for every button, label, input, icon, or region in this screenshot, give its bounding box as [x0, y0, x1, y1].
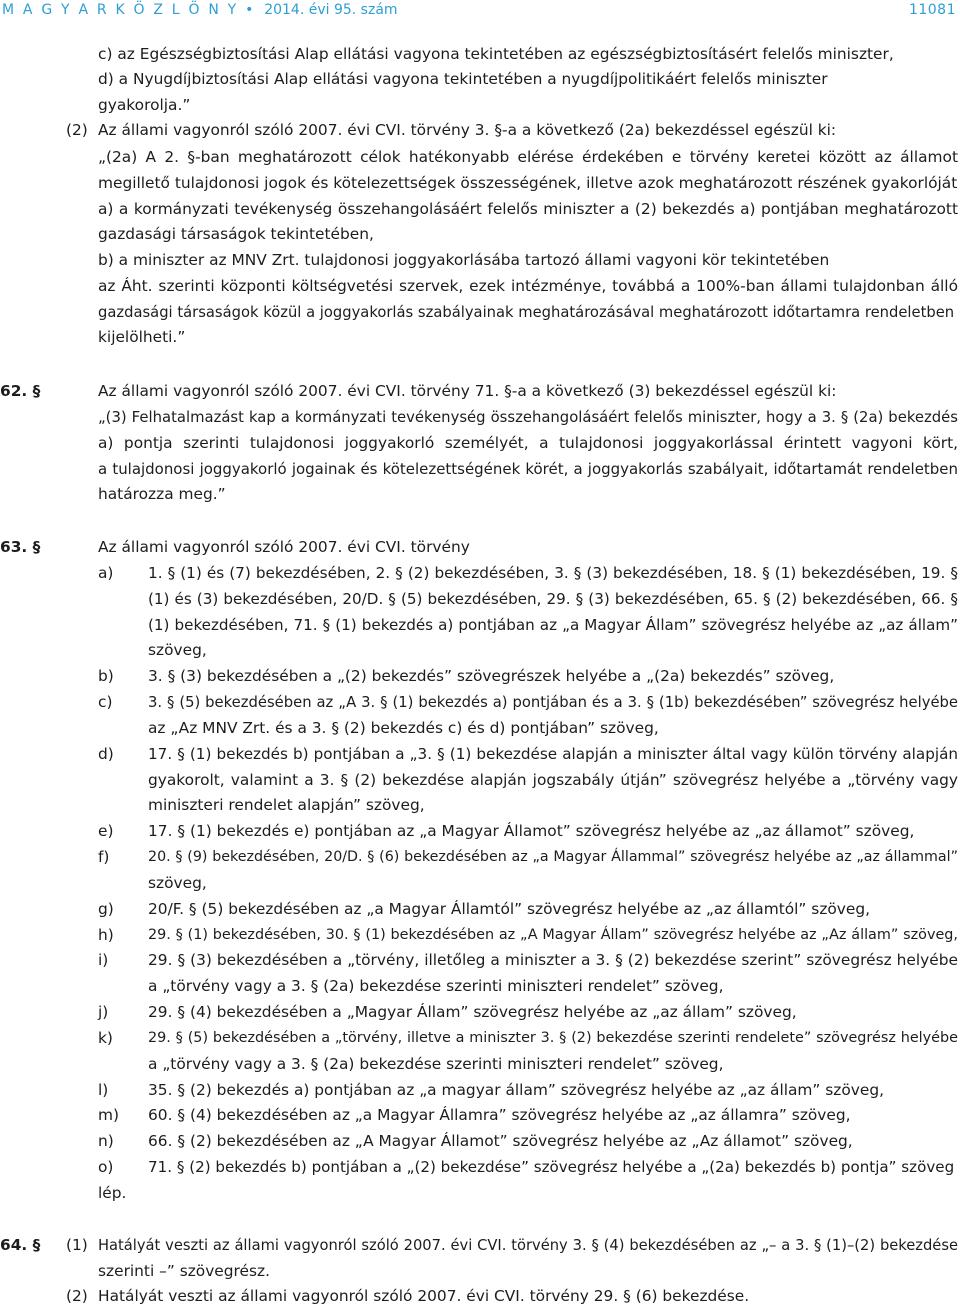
text-line: gyakorolja.”	[98, 96, 191, 114]
item-text-line: 29. § (4) bekezdésében a „Magyar Állam” szövegrész helyébe az „az állam” szöveg,	[148, 1003, 797, 1021]
item-text-line: 3. § (5) bekezdésében az „A 3. § (1) bekezdés a) pontjában és a 3. § (1b) bekezdésében” szövegrész helyébe	[148, 694, 958, 711]
item-letter: e)	[98, 822, 114, 840]
quoted-text-line: az Áht. szerinti központi költségvetési szervek, ezek intézménye, továbbá a 100%-ban állami tulajdonban álló	[98, 277, 958, 295]
item-text-line: 1. § (1) és (7) bekezdésében, 2. § (2) bekezdésében, 3. § (3) bekezdésében, 18. § (1) bekezdésében, 19. §	[148, 564, 958, 582]
section-title: Az állami vagyonról szóló 2007. évi CVI. törvény 71. §-a a következő (3) bekezdéssel egészül ki:	[98, 382, 837, 400]
item-letter: i)	[98, 951, 109, 969]
amendment-intro: Az állami vagyonról szóló 2007. évi CVI. törvény 3. §-a a következő (2a) bekezdéssel egészül ki:	[98, 121, 837, 139]
item-text-line: az „Az MNV Zrt. és a 3. § (2) bekezdés c) és d) pontjában” szöveg,	[148, 719, 659, 737]
repeal-text-line: Hatályát veszti az állami vagyonról szóló 2007. évi CVI. törvény 3. § (4) bekezdésében az „– a 3. § (1)–(2) bekezdése	[98, 1237, 958, 1254]
quoted-text-line: „(3) Felhatalmazást kap a kormányzati tevékenység összehangolásáért felelős miniszter, hogy a 3. § (2a) bekezdés	[98, 409, 958, 426]
item-text-line: miniszteri rendelet alapján” szöveg,	[148, 796, 425, 814]
item-text-line: 29. § (1) bekezdésében, 30. § (1) bekezdésében az „A Magyar Állam” szövegrész helyébe az „Az állam” szöveg,	[148, 927, 958, 943]
quoted-text-line: a tulajdonosi joggyakorló jogainak és kötelezettségének körét, a joggyakorlás szabályait, időtartamát rendeletben	[98, 460, 958, 478]
quoted-text-line: b) a miniszter az MNV Zrt. tulajdonosi joggyakorlásába tartozó állami vagyoni kör tekintetében	[98, 251, 830, 269]
item-letter: g)	[98, 900, 114, 918]
item-text-line: szöveg,	[148, 874, 207, 892]
item-text-line: (1) bekezdésében, 71. § (1) bekezdés a) pontjában az „a Magyar Állam” szövegrész helyébe az „az állam”	[148, 616, 958, 634]
text-line: d) a Nyugdíjbiztosítási Alap ellátási vagyona tekintetében a nyugdíjpolitikáért felelős miniszter	[98, 70, 828, 88]
quoted-text-line: kijelölheti.”	[98, 328, 186, 346]
item-text-line: gyakorolt, valamint a 3. § (2) bekezdése alapján jogszabály útján” szövegrész helyébe a „törvény vagy	[148, 771, 958, 789]
item-text-line: 3. § (3) bekezdésében a „(2) bekezdés” szövegrészek helyébe a „(2a) bekezdés” szöveg,	[148, 667, 835, 685]
page-number: 11081	[908, 2, 956, 18]
closing-word: lép.	[98, 1184, 127, 1202]
running-title	[2, 1, 398, 19]
text-line: c) az Egészségbiztosítási Alap ellátási vagyona tekintetében az egészségbiztosításért felelős miniszter,	[98, 45, 894, 63]
section-title: Az állami vagyonról szóló 2007. évi CVI. törvény	[98, 538, 470, 556]
paragraph-number: (2)	[66, 121, 88, 139]
section-number: 62. §	[0, 382, 41, 400]
item-letter: c)	[98, 693, 113, 711]
item-letter: k)	[98, 1029, 113, 1047]
item-letter: f)	[98, 848, 110, 866]
section-number: 63. §	[0, 538, 41, 556]
item-letter: l)	[98, 1081, 109, 1099]
repeal-text-line: Hatályát veszti az állami vagyonról szóló 2007. évi CVI. törvény 29. § (6) bekezdése.	[98, 1287, 750, 1305]
quoted-text-line: gazdasági társaságok közül a joggyakorlás szabályainak meghatározásával meghatározott időtartamra rendeletben	[98, 304, 955, 321]
item-text-line: szöveg,	[148, 641, 207, 659]
item-text-line: 20/F. § (5) bekezdésében az „a Magyar Államtól” szövegrész helyébe az „az államtól” szöveg,	[148, 900, 871, 918]
header-bullet: •	[245, 2, 256, 18]
item-letter: m)	[98, 1106, 119, 1124]
item-text-line: 60. § (4) bekezdésében az „a Magyar Államra” szövegrész helyébe az „az államra” szöveg,	[148, 1106, 851, 1124]
item-letter: o)	[98, 1158, 114, 1176]
page-header	[0, 0, 960, 22]
item-text-line: 35. § (2) bekezdés a) pontjában az „a magyar állam” szövegrész helyébe az „az állam” szöveg,	[148, 1081, 885, 1099]
section-number: 64. §	[0, 1236, 41, 1254]
item-letter: h)	[98, 926, 114, 944]
item-text-line: 17. § (1) bekezdés b) pontjában a „3. § (1) bekezdése alapján a miniszter által vagy külön törvény alapján	[148, 745, 958, 763]
publication-name: M A G Y A R K Ö Z L Ö N Y	[2, 2, 239, 18]
quoted-text-line: a) a kormányzati tevékenység összehangolásáért felelős miniszter a (2) bekezdés a) pontjában meghatározott	[98, 200, 958, 218]
item-text-line: a „törvény vagy a 3. § (2a) bekezdése szerinti miniszteri rendelet” szöveg,	[148, 977, 724, 995]
item-text-line: a „törvény vagy a 3. § (2a) bekezdése szerinti miniszteri rendelet” szöveg,	[148, 1055, 724, 1073]
item-text-line: 66. § (2) bekezdésében az „A Magyar Államot” szövegrész helyébe az „Az államot” szöveg,	[148, 1132, 853, 1150]
paragraph-number: (1)	[66, 1236, 88, 1254]
item-letter: n)	[98, 1132, 114, 1150]
repeal-text-line: szerinti –” szövegrész.	[98, 1262, 270, 1280]
quoted-text-line: megillető tulajdonosi jogok és kötelezettségek összességének, illetve azok meghatározott részének gyakorlóját	[98, 174, 958, 192]
item-letter: a)	[98, 564, 114, 582]
paragraph-number: (2)	[66, 1287, 88, 1305]
item-text-line: (1) és (3) bekezdésében, 20/D. § (5) bekezdésében, 29. § (3) bekezdésében, 65. § (2) bekezdésében, 66. §	[148, 590, 958, 608]
item-text-line: 20. § (9) bekezdésében, 20/D. § (6) bekezdésében az „a Magyar Állammal” szövegrész helyébe az „az állammal”	[148, 849, 958, 865]
quoted-text-line: határozza meg.”	[98, 485, 226, 503]
item-letter: d)	[98, 745, 114, 763]
quoted-text-line: a) pontja szerinti tulajdonosi joggyakorló személyét, a tulajdonosi joggyakorlással érintett vagyoni kört,	[98, 434, 958, 452]
item-text-line: 71. § (2) bekezdés b) pontjában a „(2) bekezdése” szövegrész helyébe a „(2a) bekezdés b) pontja” szöveg	[148, 1158, 955, 1176]
item-letter: j)	[98, 1003, 109, 1021]
item-text-line: 29. § (5) bekezdésében a „törvény, illetve a miniszter 3. § (2) bekezdése szerinti rendelete” szövegrész helyébe	[148, 1030, 958, 1046]
quoted-text-line: gazdasági társaságok tekintetében,	[98, 225, 374, 243]
item-text-line: 29. § (3) bekezdésében a „törvény, illetőleg a miniszter a 3. § (2) bekezdése szerint” szövegrész helyébe	[148, 951, 958, 969]
item-text-line: 17. § (1) bekezdés e) pontjában az „a Magyar Államot” szövegrész helyébe az „az államot” szöveg,	[148, 822, 915, 840]
quoted-text-line: „(2a) A 2. §-ban meghatározott célok hatékonyabb elérése érdekében e törvény keretei között az államot	[98, 148, 958, 166]
item-letter: b)	[98, 667, 114, 685]
issue-number: 2014. évi 95. szám	[264, 2, 398, 18]
